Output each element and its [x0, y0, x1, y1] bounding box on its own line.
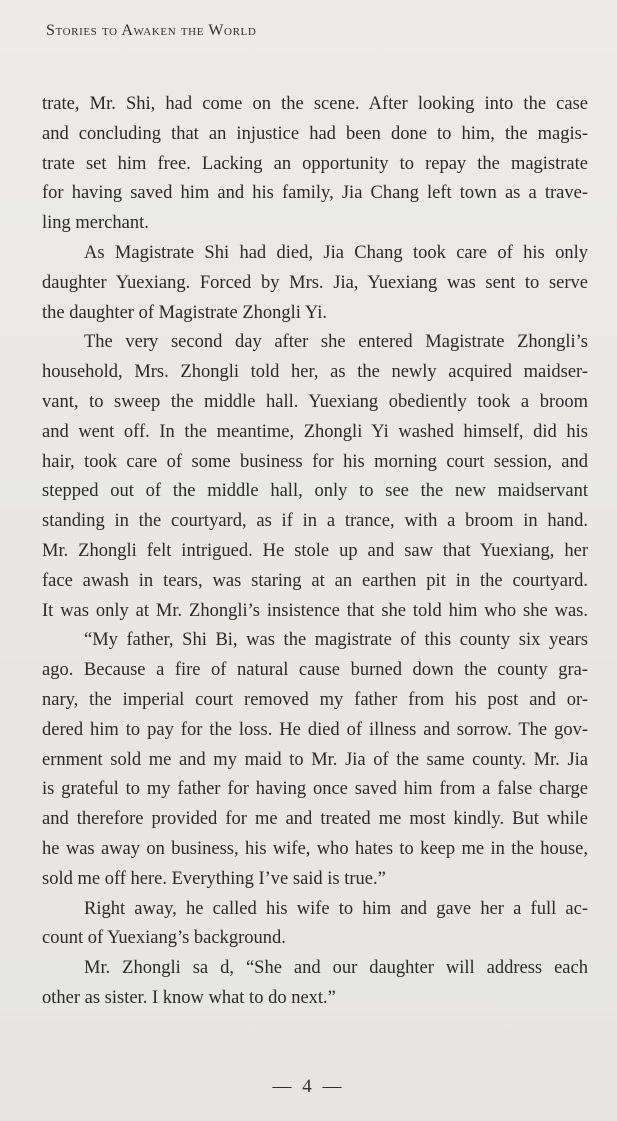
text-line: It was only at Mr. Zhongli’s insistence that she told him who she was.: [42, 600, 588, 621]
text-line: As Magistrate Shi had died, Jia Chang took care of his only: [84, 242, 588, 263]
text-line: vant, to sweep the middle hall. Yuexiang obediently took a broom: [42, 391, 588, 412]
text-line: ling merchant.: [42, 213, 149, 234]
text-line: the daughter of Magistrate Zhongli Yi.: [42, 302, 327, 323]
text-line: and concluding that an injustice had been done to him, the magis-: [42, 123, 588, 144]
text-line: count of Yuexiang’s background.: [42, 928, 286, 949]
text-line: standing in the courtyard, as if in a trance, with a broom in hand.: [42, 511, 588, 532]
text-line: ernment sold me and my maid to Mr. Jia of the same county. Mr. Jia: [42, 749, 588, 770]
text-line: household, Mrs. Zhongli told her, as the newly acquired maidser-: [42, 362, 588, 383]
text-line: Right away, he called his wife to him and gave her a full ac-: [84, 898, 588, 919]
text-line: trate, Mr. Shi, had come on the scene. After looking into the case: [42, 94, 588, 114]
text-line: and went off. In the meantime, Zhongli Yi washed himself, did his: [42, 421, 588, 442]
text-line: “My father, Shi Bi, was the magistrate of this county six years: [84, 630, 588, 651]
text-line: face awash in tears, was staring at an earthen pit in the courtyard.: [42, 570, 588, 591]
text-line: The very second day after she entered Magistrate Zhongli’s: [84, 332, 588, 353]
text-line: ago. Because a fire of natural cause burned down the county gra-: [42, 660, 588, 681]
text-line: stepped out of the middle hall, only to see the new maidservant: [42, 481, 588, 502]
body-text: [42, 90, 588, 1014]
text-line: other as sister. I know what to do next.”: [42, 987, 336, 1008]
text-line: trate set him free. Lacking an opportunity to repay the magistrate: [42, 153, 588, 174]
text-line: is grateful to my father for having once saved him from a false charge: [42, 779, 588, 800]
text-line: and therefore provided for me and treated me most kindly. But while: [42, 809, 588, 830]
text-line: for having saved him and his family, Jia Chang left town as a trave-: [42, 183, 588, 204]
text-line: daughter Yuexiang. Forced by Mrs. Jia, Yuexiang was sent to serve: [42, 272, 588, 293]
text-line: dered him to pay for the loss. He died of illness and sorrow. The gov-: [42, 719, 588, 740]
running-head: Stories to Awaken the World: [46, 22, 257, 39]
text-line: Mr. Zhongli sa d, “She and our daughter will address each: [84, 958, 588, 979]
text-line: he was away on business, his wife, who hates to keep me in the house,: [42, 838, 588, 859]
text-line: nary, the imperial court removed my father from his post and or-: [42, 689, 588, 710]
text-line: Mr. Zhongli felt intrigued. He stole up and saw that Yuexiang, her: [42, 540, 588, 561]
page-number: — 4 —: [272, 1076, 345, 1097]
text-line: hair, took care of some business for his morning court session, and: [42, 451, 588, 472]
text-line: sold me off here. Everything I’ve said is true.”: [42, 868, 386, 889]
